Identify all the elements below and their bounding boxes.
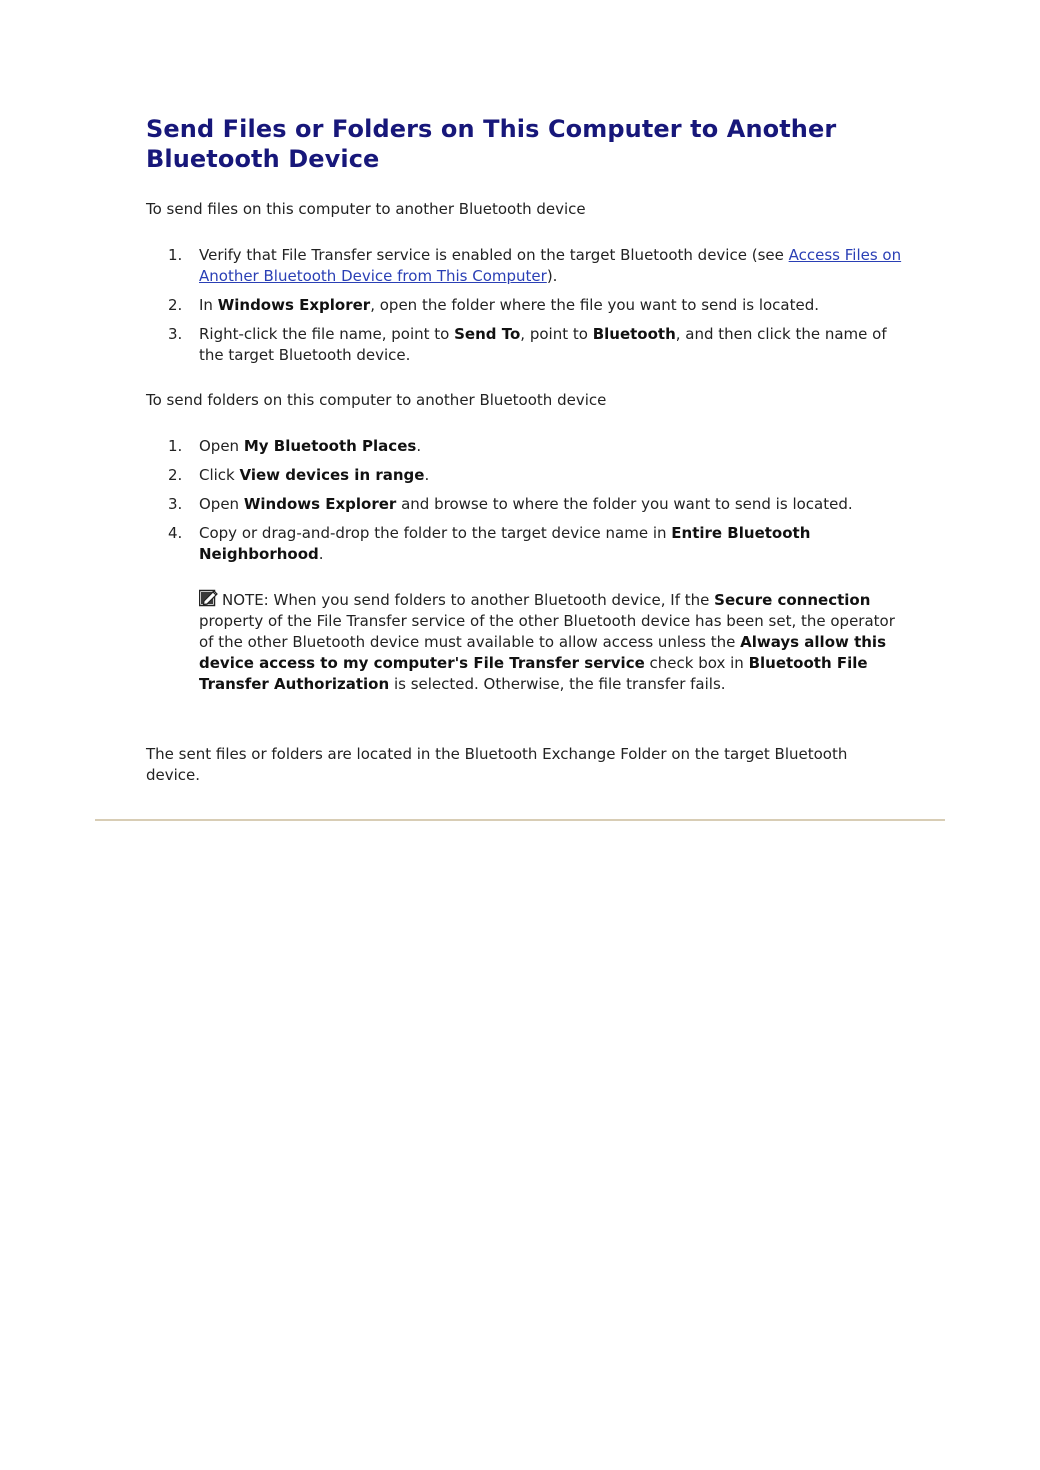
step-text: Right-click the file name, point to — [199, 325, 455, 343]
list-item — [146, 295, 906, 316]
step-text: Copy or drag-and-drop the folder to the target device name in — [199, 524, 672, 542]
step-text: . — [424, 466, 430, 484]
folders-steps-list — [146, 436, 906, 573]
divider — [95, 819, 945, 821]
list-item — [146, 324, 906, 366]
step-bold-text: Windows Explorer — [217, 296, 371, 314]
step-text: ). — [546, 267, 558, 285]
note-bold-text: Always allow this device access to my computer's File Transfer service — [199, 633, 886, 672]
note-text: property of the File Transfer service of the other Bluetooth device has been set, the operator of the other Bluetooth device must available to allow access unless the — [199, 612, 895, 651]
step-number: 3. — [168, 325, 183, 343]
step-bold-text: View devices in range — [239, 466, 425, 484]
step-number: 2. — [168, 466, 183, 484]
step-text: Verify that File Transfer service is enabled on the target Bluetooth device (see — [199, 246, 789, 264]
folders-intro: To send folders on this computer to another Bluetooth device — [146, 391, 607, 409]
note-bold-text: Secure connection — [714, 591, 871, 609]
step-number: 1. — [168, 246, 183, 264]
step-number: 2. — [168, 296, 183, 314]
files-steps-list — [146, 245, 906, 374]
step-text: Open — [199, 437, 244, 455]
list-item — [146, 245, 906, 287]
step-bold-text: My Bluetooth Places — [243, 437, 417, 455]
step-text: In — [199, 296, 218, 314]
note-block — [199, 588, 899, 695]
list-item — [146, 494, 906, 515]
note-text: check box in — [644, 654, 749, 672]
step-bold-text: Bluetooth — [592, 325, 676, 343]
step-text: Click — [199, 466, 240, 484]
access-files-link[interactable]: Access Files on Another Bluetooth Device from This Computer — [199, 246, 902, 285]
step-bold-text: Windows Explorer — [243, 495, 397, 513]
step-number: 3. — [168, 495, 183, 513]
list-item — [146, 523, 906, 565]
step-text: , and then click the name of the target Bluetooth device. — [199, 325, 887, 364]
note-bold-text: Bluetooth File Transfer Authorization — [199, 654, 868, 693]
note-text: is selected. Otherwise, the file transfer fails. — [389, 675, 726, 693]
step-text: and browse to where the folder you want to send is located. — [396, 495, 853, 513]
files-intro: To send files on this computer to another Bluetooth device — [146, 200, 586, 218]
step-text: . — [318, 545, 324, 563]
step-bold-text: Send To — [454, 325, 521, 343]
step-text: , open the folder where the file you want to send is located. — [370, 296, 820, 314]
note-text: NOTE: When you send folders to another Bluetooth device, If the — [222, 591, 715, 609]
list-item — [146, 436, 906, 457]
step-number: 4. — [168, 524, 183, 542]
step-number: 1. — [168, 437, 183, 455]
step-bold-text: Entire Bluetooth Neighborhood — [199, 524, 811, 563]
step-text: Open — [199, 495, 244, 513]
step-text: , point to — [520, 325, 593, 343]
page-title: Send Files or Folders on This Computer to Another Bluetooth Device — [146, 115, 837, 173]
note-pencil-icon — [199, 588, 219, 607]
list-item — [146, 465, 906, 486]
step-text: . — [416, 437, 422, 455]
closing-paragraph: The sent files or folders are located in the Bluetooth Exchange Folder on the target Bluetooth device. — [146, 745, 848, 784]
